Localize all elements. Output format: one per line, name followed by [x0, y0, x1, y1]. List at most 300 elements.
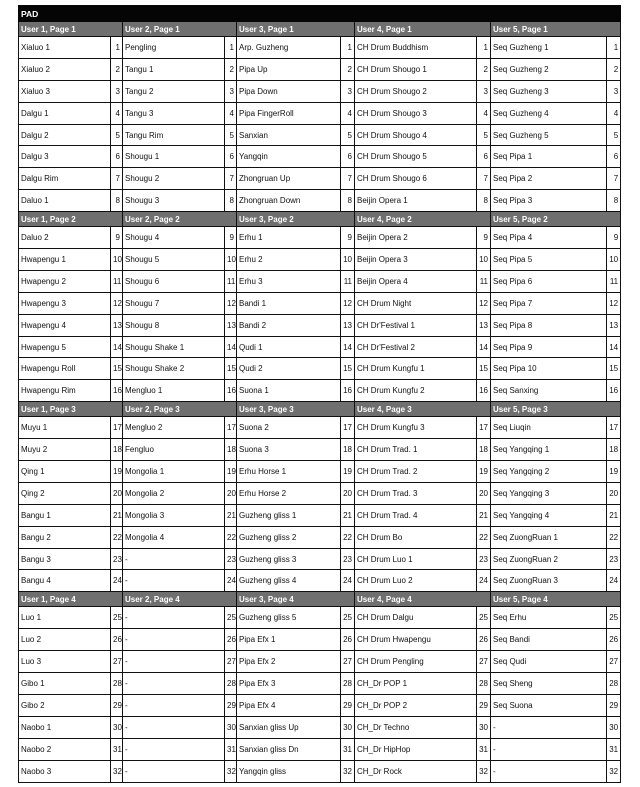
pad-number-cell: 18	[607, 439, 621, 461]
pad-number-cell: 31	[607, 738, 621, 760]
pad-name-cell: -	[123, 673, 225, 695]
pad-name-cell: Seq Yangqing 1	[491, 439, 607, 461]
pad-number-cell: 17	[607, 417, 621, 439]
pad-number-cell: 5	[225, 124, 237, 146]
pad-number-cell: 28	[477, 673, 491, 695]
pad-number-cell: 24	[341, 570, 355, 592]
pad-name-cell: CH Drum Shougo 2	[355, 80, 477, 102]
pad-number-cell: 6	[111, 146, 123, 168]
pad-name-cell: Daluo 2	[19, 227, 111, 249]
pad-number-cell: 27	[225, 651, 237, 673]
pad-name-cell: Tangu 3	[123, 102, 225, 124]
pad-number-cell: 32	[341, 760, 355, 782]
pad-number-cell: 7	[477, 168, 491, 190]
pad-name-cell: Pipa Efx 4	[237, 694, 341, 716]
title-row	[19, 6, 621, 22]
pad-number-cell: 19	[341, 461, 355, 483]
pad-number-cell: 30	[607, 716, 621, 738]
column-header: User 4, Page 1	[355, 22, 491, 37]
pad-number-cell: 1	[225, 37, 237, 59]
pad-name-cell: Beijin Opera 2	[355, 227, 477, 249]
pad-name-cell: Suona 2	[237, 417, 341, 439]
pad-number-cell: 22	[341, 526, 355, 548]
pad-number-cell: 12	[607, 292, 621, 314]
pad-number-cell: 31	[111, 738, 123, 760]
table-row	[19, 314, 621, 336]
pad-name-cell: Seq Guzheng 1	[491, 37, 607, 59]
pad-number-cell: 27	[607, 651, 621, 673]
pad-name-cell: -	[123, 760, 225, 782]
pad-number-cell: 8	[607, 190, 621, 212]
pad-name-cell: Seq Yangqing 3	[491, 482, 607, 504]
pad-table-body	[19, 6, 621, 783]
table-row	[19, 37, 621, 59]
pad-number-cell: 4	[341, 102, 355, 124]
pad-number-cell: 15	[225, 358, 237, 380]
pad-number-cell: 26	[477, 629, 491, 651]
pad-name-cell: CH Drum Night	[355, 292, 477, 314]
pad-number-cell: 3	[477, 80, 491, 102]
table-row	[19, 570, 621, 592]
table-row	[19, 102, 621, 124]
pad-name-cell: Mongolia 1	[123, 461, 225, 483]
table-row	[19, 760, 621, 782]
pad-name-cell: Tangu 2	[123, 80, 225, 102]
pad-name-cell: Seq Pipa 2	[491, 168, 607, 190]
pad-number-cell: 11	[111, 270, 123, 292]
table-row	[19, 146, 621, 168]
pad-name-cell: CH Drum Kungfu 1	[355, 358, 477, 380]
pad-number-cell: 31	[477, 738, 491, 760]
pad-number-cell: 18	[225, 439, 237, 461]
pad-name-cell: Hwapengu 5	[19, 336, 111, 358]
pad-name-cell: Qing 1	[19, 461, 111, 483]
pad-name-cell: Dalgu Rim	[19, 168, 111, 190]
pad-name-cell: Hwapengu 2	[19, 270, 111, 292]
pad-number-cell: 32	[477, 760, 491, 782]
pad-name-cell: Seq Sanxing	[491, 380, 607, 402]
table-row	[19, 673, 621, 695]
table-row	[19, 292, 621, 314]
pad-name-cell: Seq Pipa 10	[491, 358, 607, 380]
table-row	[19, 461, 621, 483]
column-header: User 3, Page 3	[237, 402, 355, 417]
pad-name-cell: Guzheng gliss 5	[237, 607, 341, 629]
pad-name-cell: Muyu 2	[19, 439, 111, 461]
column-header: User 4, Page 2	[355, 212, 491, 227]
pad-name-cell: Fengluo	[123, 439, 225, 461]
pad-name-cell: Seq Sheng	[491, 673, 607, 695]
pad-number-cell: 24	[477, 570, 491, 592]
pad-name-cell: -	[123, 548, 225, 570]
table-row	[19, 58, 621, 80]
pad-name-cell: Seq Bandi	[491, 629, 607, 651]
pad-name-cell: Bandi 1	[237, 292, 341, 314]
pad-name-cell: Luo 2	[19, 629, 111, 651]
pad-number-cell: 27	[477, 651, 491, 673]
table-row	[19, 629, 621, 651]
pad-number-cell: 17	[341, 417, 355, 439]
pad-name-cell: Seq Qudi	[491, 651, 607, 673]
pad-name-cell: Seq Pipa 8	[491, 314, 607, 336]
pad-number-cell: 17	[111, 417, 123, 439]
pad-number-cell: 28	[111, 673, 123, 695]
table-row	[19, 526, 621, 548]
pad-number-cell: 27	[341, 651, 355, 673]
pad-name-cell: Guzheng gliss 2	[237, 526, 341, 548]
pad-number-cell: 20	[477, 482, 491, 504]
pad-number-cell: 2	[111, 58, 123, 80]
pad-number-cell: 21	[607, 504, 621, 526]
pad-number-cell: 12	[341, 292, 355, 314]
pad-number-cell: 2	[477, 58, 491, 80]
table-row	[19, 716, 621, 738]
pad-name-cell: Bangu 3	[19, 548, 111, 570]
pad-number-cell: 24	[111, 570, 123, 592]
pad-name-cell: -	[123, 716, 225, 738]
pad-number-cell: 25	[607, 607, 621, 629]
pad-name-cell: Shougu 3	[123, 190, 225, 212]
pad-number-cell: 22	[111, 526, 123, 548]
pad-name-cell: Pipa Efx 3	[237, 673, 341, 695]
pad-number-cell: 16	[607, 380, 621, 402]
pad-number-cell: 15	[111, 358, 123, 380]
column-header: User 1, Page 4	[19, 592, 123, 607]
pad-number-cell: 28	[225, 673, 237, 695]
pad-name-cell: Mongolia 3	[123, 504, 225, 526]
pad-number-cell: 29	[111, 694, 123, 716]
pad-name-cell: CH Drum Shougo 4	[355, 124, 477, 146]
pad-name-cell: Xialuo 3	[19, 80, 111, 102]
pad-name-cell: Seq Pipa 4	[491, 227, 607, 249]
pad-name-cell: CH Drum Shougo 5	[355, 146, 477, 168]
pad-name-cell: Guzheng gliss 4	[237, 570, 341, 592]
pad-number-cell: 13	[225, 314, 237, 336]
pad-name-cell: Seq ZuongRuan 1	[491, 526, 607, 548]
pad-number-cell: 20	[341, 482, 355, 504]
pad-number-cell: 5	[607, 124, 621, 146]
table-row	[19, 227, 621, 249]
pad-number-cell: 14	[607, 336, 621, 358]
table-row	[19, 358, 621, 380]
pad-name-cell: Qing 2	[19, 482, 111, 504]
pad-name-cell: Shougu 1	[123, 146, 225, 168]
column-header: User 5, Page 2	[491, 212, 621, 227]
column-header: User 2, Page 3	[123, 402, 237, 417]
pad-name-cell: Hwapengu Roll	[19, 358, 111, 380]
pad-number-cell: 30	[341, 716, 355, 738]
pad-name-cell: Shougu 2	[123, 168, 225, 190]
pad-number-cell: 13	[341, 314, 355, 336]
table-row	[19, 168, 621, 190]
pad-number-cell: 3	[341, 80, 355, 102]
pad-name-cell: Seq Guzheng 5	[491, 124, 607, 146]
pad-name-cell: CH Drum Luo 2	[355, 570, 477, 592]
pad-number-cell: 29	[225, 694, 237, 716]
pad-number-cell: 21	[477, 504, 491, 526]
pad-name-cell: CH Dr'Festival 1	[355, 314, 477, 336]
column-header: User 4, Page 4	[355, 592, 491, 607]
pad-name-cell: Beijin Opera 3	[355, 249, 477, 271]
pad-number-cell: 9	[341, 227, 355, 249]
pad-name-cell: Bangu 4	[19, 570, 111, 592]
pad-name-cell: Shougu 8	[123, 314, 225, 336]
pad-name-cell: Sanxian gliss Up	[237, 716, 341, 738]
pad-name-cell: Shougu 4	[123, 227, 225, 249]
pad-name-cell: Pipa Down	[237, 80, 341, 102]
pad-name-cell: Erhu Horse 1	[237, 461, 341, 483]
pad-name-cell: Shougu Shake 2	[123, 358, 225, 380]
pad-name-cell: CH Drum Buddhism	[355, 37, 477, 59]
pad-number-cell: 21	[225, 504, 237, 526]
pad-name-cell: CH Drum Trad. 2	[355, 461, 477, 483]
pad-number-cell: 11	[341, 270, 355, 292]
pad-number-cell: 4	[111, 102, 123, 124]
pad-name-cell: Mongolia 2	[123, 482, 225, 504]
table-row	[19, 80, 621, 102]
pad-number-cell: 10	[111, 249, 123, 271]
column-header: User 3, Page 2	[237, 212, 355, 227]
section-header-row	[19, 592, 621, 607]
column-header: User 4, Page 3	[355, 402, 491, 417]
pad-number-cell: 4	[225, 102, 237, 124]
column-header: User 1, Page 2	[19, 212, 123, 227]
table-row	[19, 651, 621, 673]
pad-name-cell: Mongolia 4	[123, 526, 225, 548]
pad-name-cell: Yangqin	[237, 146, 341, 168]
pad-name-cell: Naobo 1	[19, 716, 111, 738]
table-row	[19, 738, 621, 760]
pad-name-cell: Yangqin gliss	[237, 760, 341, 782]
table-row	[19, 548, 621, 570]
pad-name-cell: Hwapengu Rim	[19, 380, 111, 402]
pad-number-cell: 21	[341, 504, 355, 526]
pad-name-cell: Arp. Guzheng	[237, 37, 341, 59]
pad-number-cell: 19	[607, 461, 621, 483]
pad-number-cell: 23	[111, 548, 123, 570]
pad-name-cell: Seq Yangqing 2	[491, 461, 607, 483]
pad-number-cell: 17	[477, 417, 491, 439]
pad-name-cell: Shougu 6	[123, 270, 225, 292]
pad-number-cell: 29	[607, 694, 621, 716]
pad-number-cell: 28	[341, 673, 355, 695]
pad-name-cell: Erhu 1	[237, 227, 341, 249]
pad-name-cell: Pipa Efx 2	[237, 651, 341, 673]
pad-number-cell: 7	[225, 168, 237, 190]
pad-number-cell: 11	[225, 270, 237, 292]
pad-number-cell: 18	[341, 439, 355, 461]
table-row	[19, 124, 621, 146]
pad-name-cell: Guzheng gliss 3	[237, 548, 341, 570]
pad-number-cell: 22	[477, 526, 491, 548]
pad-name-cell: CH_Dr POP 2	[355, 694, 477, 716]
table-row	[19, 694, 621, 716]
pad-name-cell: Xialuo 1	[19, 37, 111, 59]
table-row	[19, 380, 621, 402]
page-title: PAD	[19, 6, 621, 22]
pad-name-cell: CH_Dr HipHop	[355, 738, 477, 760]
pad-name-cell: -	[123, 570, 225, 592]
pad-name-cell: Sanxian gliss Dn	[237, 738, 341, 760]
table-row	[19, 270, 621, 292]
pad-name-cell: CH Drum Kungfu 3	[355, 417, 477, 439]
pad-number-cell: 21	[111, 504, 123, 526]
pad-number-cell: 25	[477, 607, 491, 629]
pad-name-cell: Luo 1	[19, 607, 111, 629]
column-header: User 2, Page 2	[123, 212, 237, 227]
pad-number-cell: 6	[341, 146, 355, 168]
pad-name-cell: CH Drum Dalgu	[355, 607, 477, 629]
pad-name-cell: Seq Pipa 1	[491, 146, 607, 168]
pad-name-cell: Erhu 2	[237, 249, 341, 271]
pad-number-cell: 16	[225, 380, 237, 402]
pad-number-cell: 2	[341, 58, 355, 80]
pad-number-cell: 5	[341, 124, 355, 146]
pad-number-cell: 19	[111, 461, 123, 483]
pad-name-cell: Seq Suona	[491, 694, 607, 716]
pad-number-cell: 26	[607, 629, 621, 651]
pad-number-cell: 11	[607, 270, 621, 292]
pad-name-cell: Seq Erhu	[491, 607, 607, 629]
column-header: User 5, Page 1	[491, 22, 621, 37]
pad-number-cell: 30	[225, 716, 237, 738]
pad-number-cell: 6	[607, 146, 621, 168]
column-header: User 1, Page 3	[19, 402, 123, 417]
pad-name-cell: Dalgu 1	[19, 102, 111, 124]
pad-number-cell: 29	[341, 694, 355, 716]
pad-name-cell: Gibo 1	[19, 673, 111, 695]
pad-name-cell: CH Dr'Festival 2	[355, 336, 477, 358]
pad-name-cell: Bangu 2	[19, 526, 111, 548]
pad-name-cell: Shougu 7	[123, 292, 225, 314]
pad-number-cell: 16	[477, 380, 491, 402]
pad-name-cell: Pengling	[123, 37, 225, 59]
pad-name-cell: Suona 3	[237, 439, 341, 461]
pad-name-cell: Pipa FingerRoll	[237, 102, 341, 124]
pad-name-cell: Seq ZuongRuan 2	[491, 548, 607, 570]
pad-number-cell: 2	[225, 58, 237, 80]
column-header: User 3, Page 1	[237, 22, 355, 37]
pad-number-cell: 23	[225, 548, 237, 570]
pad-table	[18, 5, 621, 783]
section-header-row	[19, 212, 621, 227]
pad-name-cell: Luo 3	[19, 651, 111, 673]
pad-number-cell: 7	[607, 168, 621, 190]
column-header: User 2, Page 4	[123, 592, 237, 607]
pad-number-cell: 12	[111, 292, 123, 314]
pad-number-cell: 20	[607, 482, 621, 504]
pad-number-cell: 15	[607, 358, 621, 380]
pad-name-cell: Erhu 3	[237, 270, 341, 292]
pad-number-cell: 32	[111, 760, 123, 782]
pad-number-cell: 23	[341, 548, 355, 570]
pad-number-cell: 2	[607, 58, 621, 80]
pad-number-cell: 16	[341, 380, 355, 402]
pad-name-cell: Mengluo 2	[123, 417, 225, 439]
pad-name-cell: CH_Dr Rock	[355, 760, 477, 782]
pad-name-cell: CH Drum Shougo 6	[355, 168, 477, 190]
pad-number-cell: 14	[225, 336, 237, 358]
pad-number-cell: 10	[607, 249, 621, 271]
pad-name-cell: Beijin Opera 1	[355, 190, 477, 212]
pad-number-cell: 13	[111, 314, 123, 336]
column-header: User 1, Page 1	[19, 22, 123, 37]
pad-number-cell: 4	[477, 102, 491, 124]
pad-number-cell: 13	[607, 314, 621, 336]
pad-name-cell: Hwapengu 3	[19, 292, 111, 314]
pad-number-cell: 22	[607, 526, 621, 548]
pad-name-cell: Dalgu 3	[19, 146, 111, 168]
pad-number-cell: 17	[225, 417, 237, 439]
pad-number-cell: 6	[225, 146, 237, 168]
pad-number-cell: 15	[477, 358, 491, 380]
pad-name-cell: -	[123, 694, 225, 716]
pad-number-cell: 1	[341, 37, 355, 59]
pad-name-cell: -	[123, 607, 225, 629]
pad-number-cell: 31	[341, 738, 355, 760]
pad-name-cell: Seq Pipa 3	[491, 190, 607, 212]
pad-number-cell: 15	[341, 358, 355, 380]
pad-name-cell: Seq Guzheng 2	[491, 58, 607, 80]
table-row	[19, 336, 621, 358]
pad-number-cell: 20	[111, 482, 123, 504]
pad-name-cell: Muyu 1	[19, 417, 111, 439]
pad-name-cell: Gibo 2	[19, 694, 111, 716]
pad-number-cell: 3	[607, 80, 621, 102]
pad-number-cell: 11	[477, 270, 491, 292]
table-row	[19, 249, 621, 271]
pad-number-cell: 4	[607, 102, 621, 124]
column-header: User 5, Page 3	[491, 402, 621, 417]
pad-name-cell: Daluo 1	[19, 190, 111, 212]
pad-number-cell: 8	[111, 190, 123, 212]
pad-name-cell: CH Drum Trad. 3	[355, 482, 477, 504]
pad-number-cell: 5	[477, 124, 491, 146]
pad-name-cell: CH Drum Trad. 1	[355, 439, 477, 461]
pad-number-cell: 24	[225, 570, 237, 592]
pad-name-cell: -	[123, 738, 225, 760]
pad-name-cell: Hwapengu 1	[19, 249, 111, 271]
pad-number-cell: 10	[341, 249, 355, 271]
pad-number-cell: 13	[477, 314, 491, 336]
pad-name-cell: CH Drum Shougo 1	[355, 58, 477, 80]
pad-number-cell: 18	[111, 439, 123, 461]
pad-name-cell: Zhongruan Down	[237, 190, 341, 212]
table-row	[19, 482, 621, 504]
column-header: User 3, Page 4	[237, 592, 355, 607]
pad-number-cell: 9	[477, 227, 491, 249]
pad-number-cell: 23	[477, 548, 491, 570]
pad-name-cell: CH_Dr POP 1	[355, 673, 477, 695]
pad-number-cell: 25	[111, 607, 123, 629]
pad-name-cell: -	[123, 651, 225, 673]
pad-number-cell: 12	[477, 292, 491, 314]
pad-number-cell: 8	[477, 190, 491, 212]
pad-name-cell: CH_Dr Techno	[355, 716, 477, 738]
pad-name-cell: CH Drum Trad. 4	[355, 504, 477, 526]
pad-number-cell: 29	[477, 694, 491, 716]
pad-number-cell: 14	[111, 336, 123, 358]
pad-number-cell: 32	[607, 760, 621, 782]
pad-number-cell: 3	[225, 80, 237, 102]
pad-name-cell: Beijin Opera 4	[355, 270, 477, 292]
pad-number-cell: 19	[225, 461, 237, 483]
pad-number-cell: 23	[607, 548, 621, 570]
pad-number-cell: 27	[111, 651, 123, 673]
pad-name-cell: Tangu 1	[123, 58, 225, 80]
pad-name-cell: Shougu Shake 1	[123, 336, 225, 358]
pad-name-cell: Seq Guzheng 4	[491, 102, 607, 124]
